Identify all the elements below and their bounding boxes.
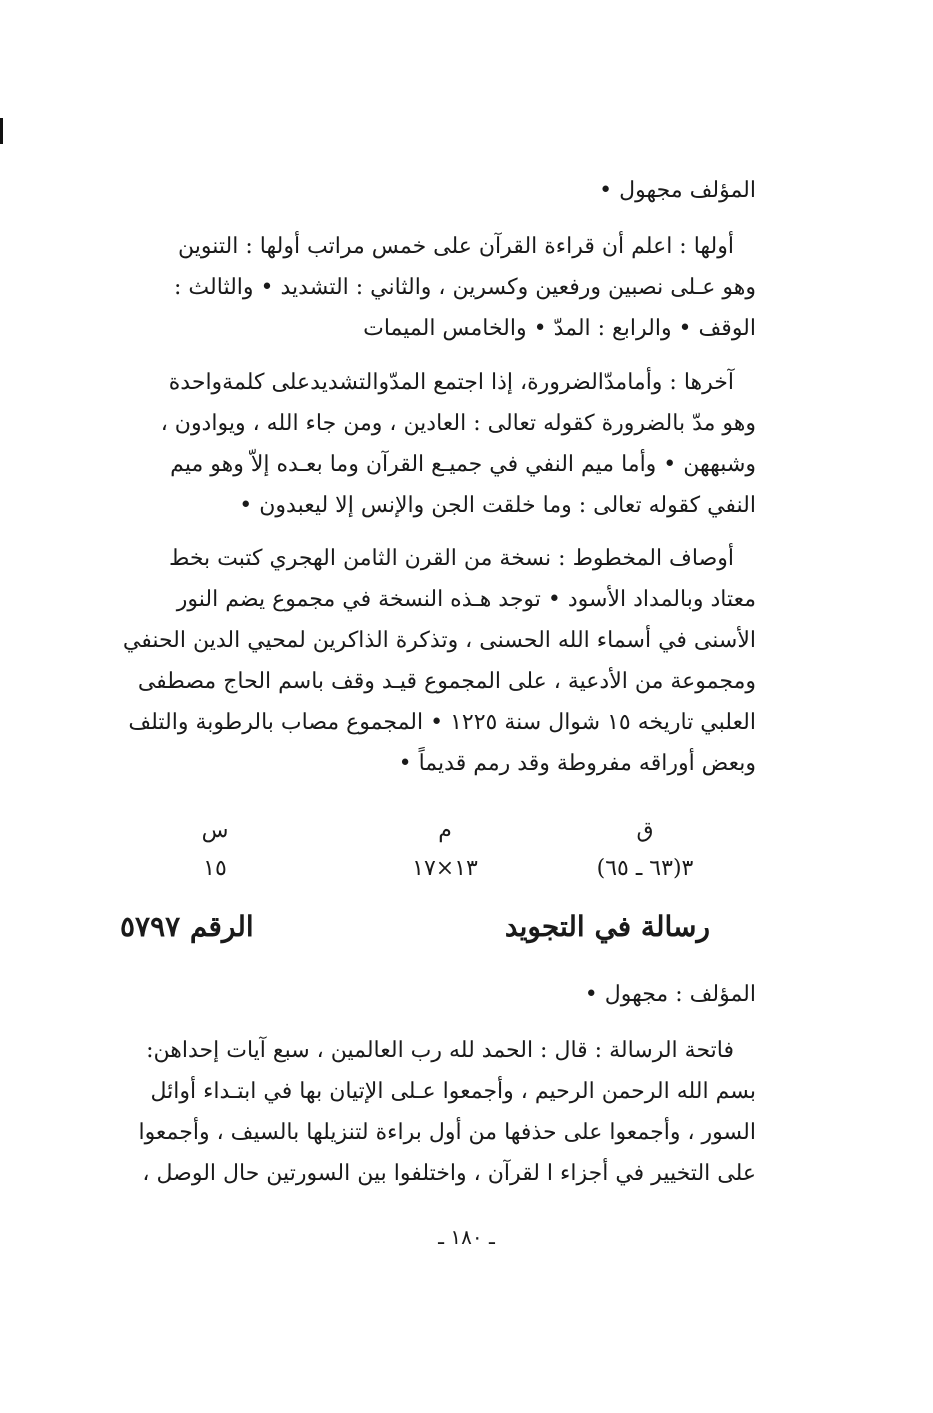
text-line: وشبههن • وأما ميم النفي في جميـع القرآن وما بعـده إلاّ وهو ميم <box>170 452 756 477</box>
text-line: وهو عـلى نصبين ورفعين وكسرين ، والثاني : التشديد • والثالث : <box>174 275 756 300</box>
entry1-specs <box>160 812 720 892</box>
entry2-number: الرقم ٥٧٩٧ <box>120 910 254 943</box>
text-line: الوقف • والرابع : المدّ • والخامس الميمات <box>363 316 756 341</box>
entry2-heading <box>110 910 710 960</box>
spec-folios-label: ق <box>636 818 654 843</box>
entry1-author: المؤلف مجهول • <box>599 178 756 203</box>
text-line: معتاد وبالمداد الأسود • توجد هـذه النسخة في مجموع يضم النور <box>176 587 756 612</box>
text-line: بسم الله الرحمن الرحيم ، وأجمعوا عـلى الإتيان بها في ابتـداء أوائل <box>150 1079 756 1104</box>
entry2-title: رسالة في التجويد <box>504 910 710 943</box>
text-line: وهو مدّ بالضرورة كقوله تعالى : العادين ، ومن جاء الله ، ويوادون ، <box>160 411 756 436</box>
text-line: النفي كقوله تعالى : وما خلقت الجن والإنس إلا ليعبدون • <box>239 493 756 518</box>
spec-size-label: م <box>438 818 452 843</box>
text-line: أولها : اعلم أن قراءة القرآن على خمس مراتب أولها : التنوين <box>178 234 734 259</box>
text-line: السور ، وأجمعوا على حذفها من أول براءة لتنزيلها بالسيف ، وأجمعوا <box>138 1120 756 1145</box>
spec-folios <box>570 812 720 888</box>
entry2-author: المؤلف : مجهول • <box>584 982 756 1007</box>
entry1-ending-paragraph <box>108 362 756 526</box>
spec-size <box>370 812 520 888</box>
entry1-opening-paragraph <box>108 226 756 349</box>
spec-size-value: ١٣×١٧ <box>412 856 478 881</box>
margin-mark <box>0 118 3 144</box>
text-line: العلبي تاريخه ١٥ شوال سنة ١٢٢٥ • المجموع مصاب بالرطوبة والتلف <box>128 710 756 735</box>
text-line: على التخيير في أجزاء ا لقرآن ، واختلفوا بين السورتين حال الوصل ، <box>142 1161 756 1186</box>
text-line: ومجموعة من الأدعية ، على المجموع قيـد وقف باسم الحاج مصطفى <box>137 669 756 694</box>
text-line: أوصاف المخطوط : نسخة من القرن الثامن الهجري كتبت بخط <box>168 546 734 571</box>
text-line: وبعض أوراقه مفروطة وقد رمم قديماً • <box>398 751 756 776</box>
entry1-description-paragraph <box>108 538 756 784</box>
text-line: الأسنى في أسماء الله الحسنى ، وتذكرة الذاكرين لمحيي الدين الحنفي <box>122 628 756 653</box>
text-line: آخرها : وأمامدّالضرورة، إذا اجتمع المدّوالتشديدعلى كلمةواحدة <box>168 370 734 395</box>
page-number: ـ ١٨٠ ـ <box>438 1225 495 1249</box>
entry2-opening-paragraph <box>108 1030 756 1194</box>
spec-lines-value: ١٥ <box>203 856 227 881</box>
spec-lines-label: س <box>201 818 229 843</box>
text-line: فاتحة الرسالة : قال : الحمد لله رب العالمين ، سبع آيات إحداهن: <box>146 1038 734 1063</box>
spec-folios-value: ٣(٦٣ ـ ٦٥) <box>596 856 694 881</box>
spec-lines <box>140 812 290 888</box>
